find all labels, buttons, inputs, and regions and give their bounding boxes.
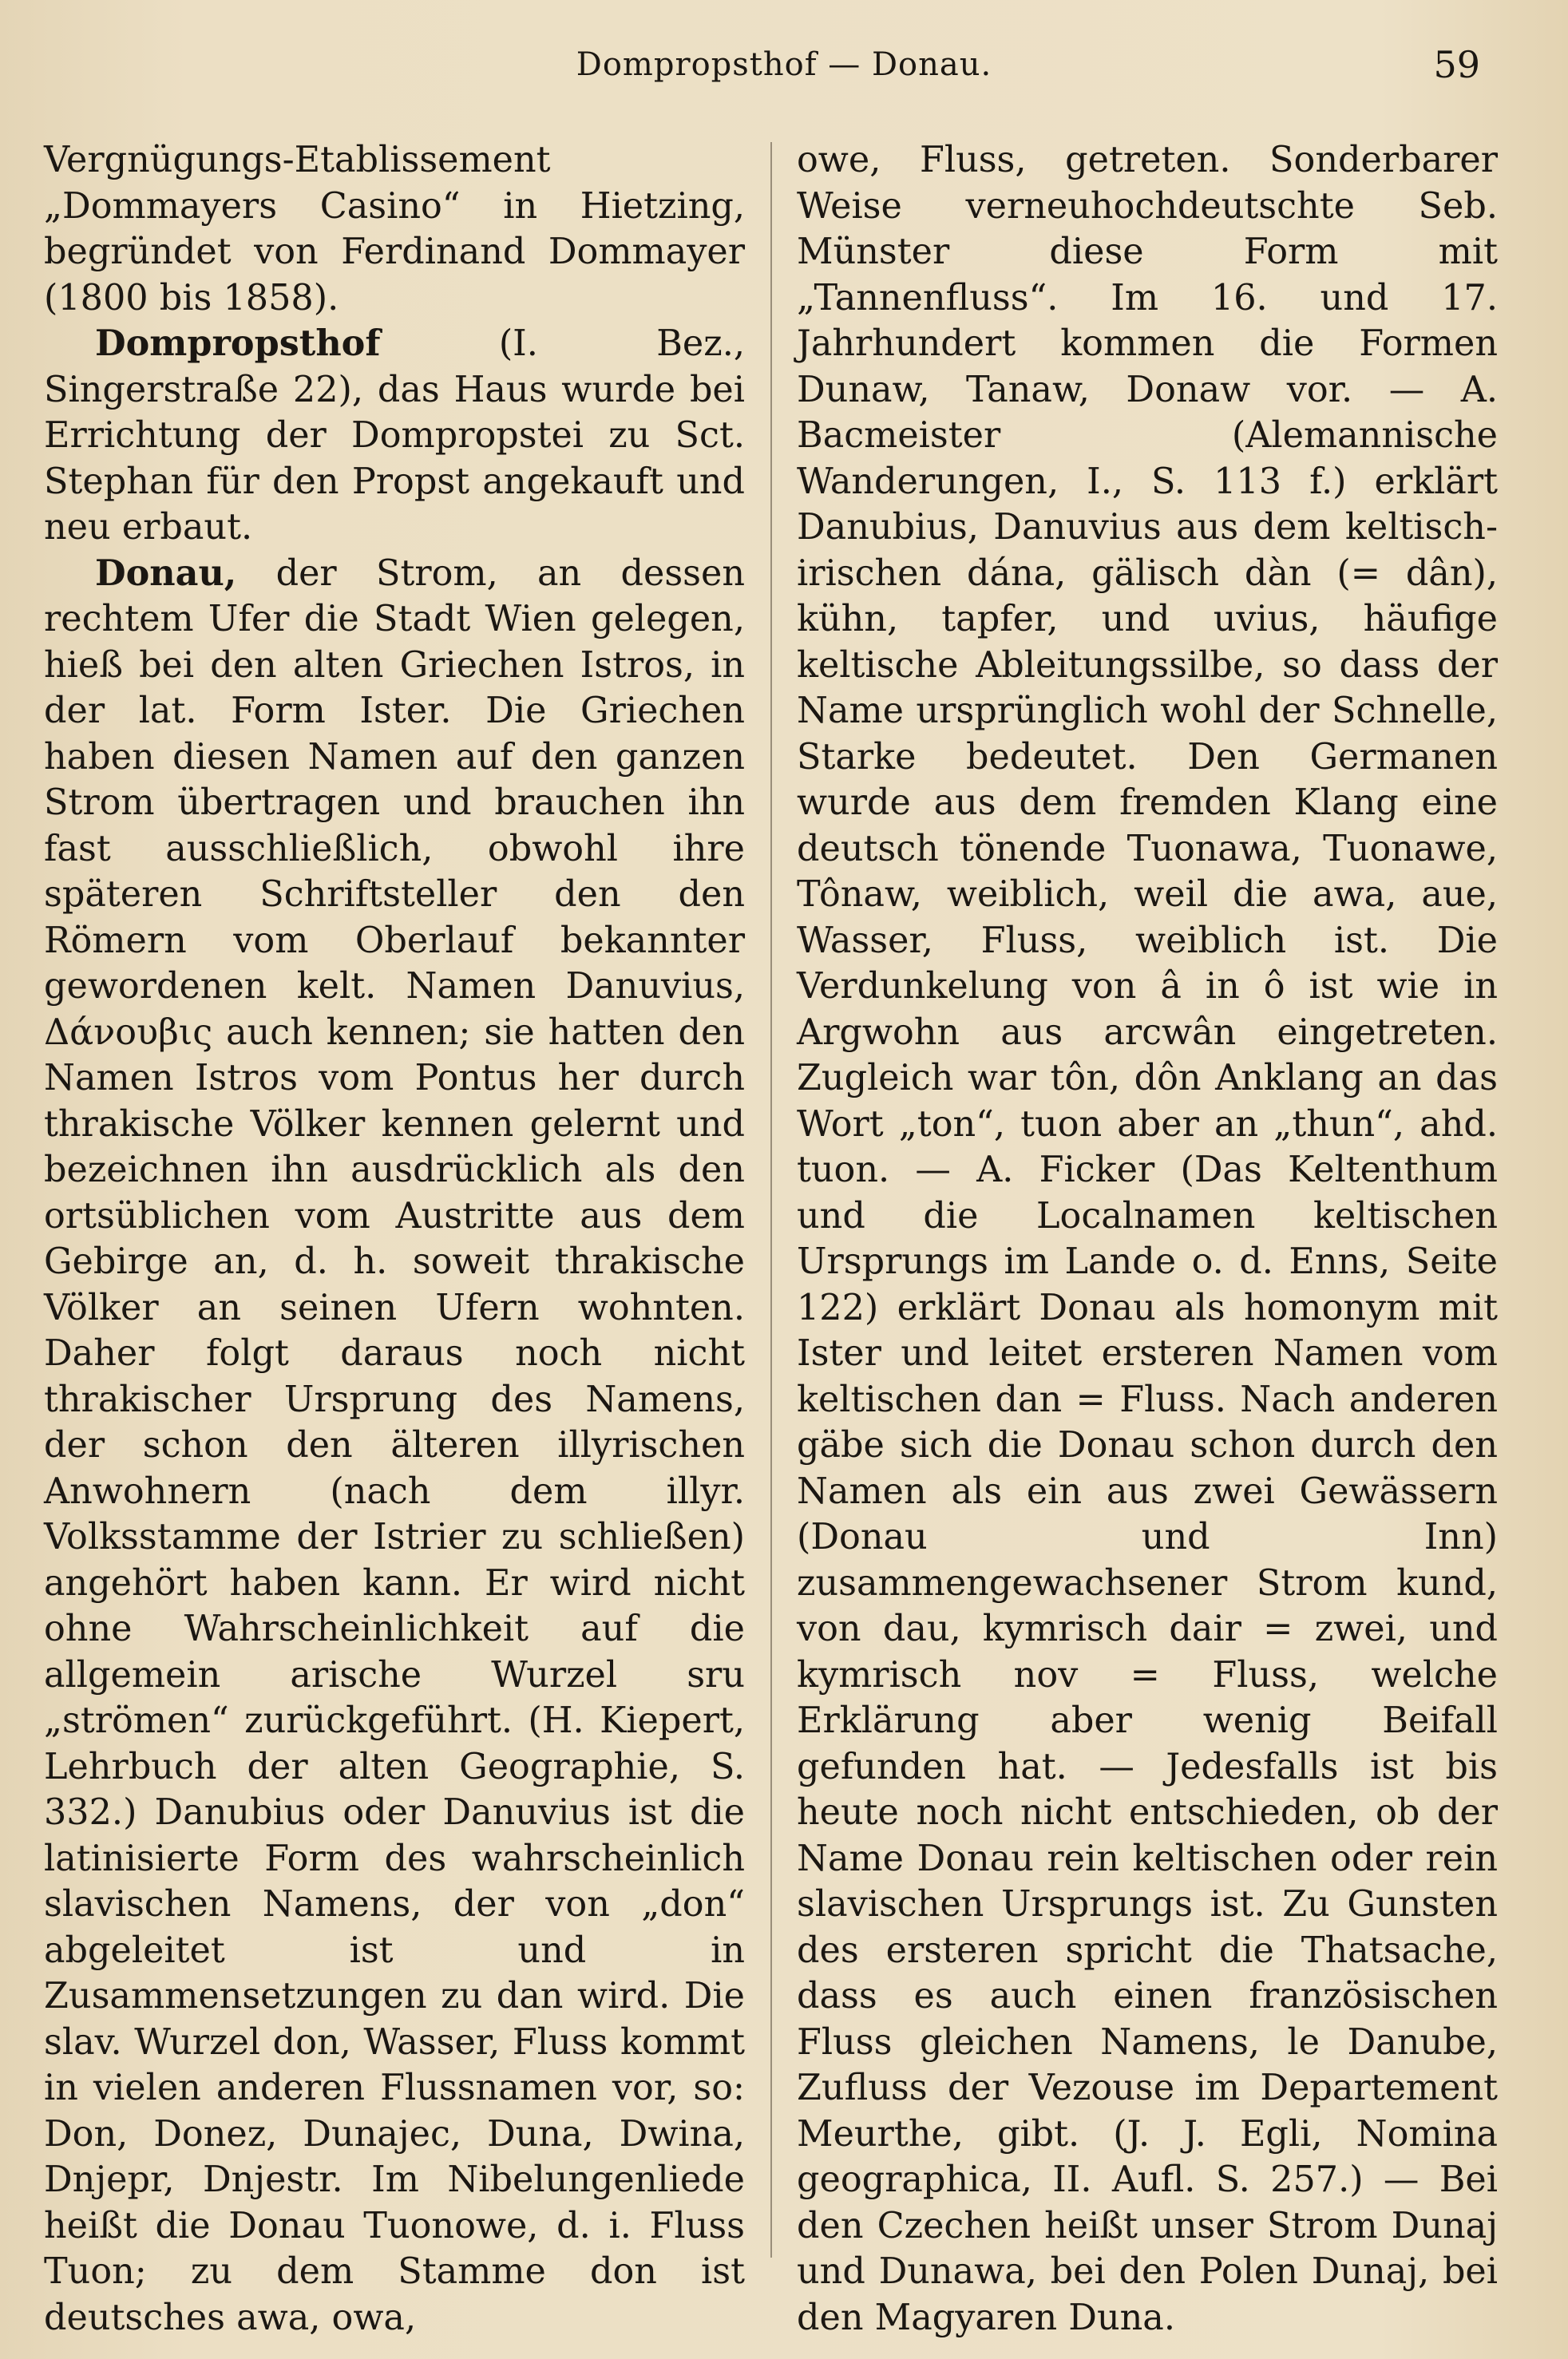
running-head: Dompropsthof — Donau.: [576, 46, 992, 83]
entry-donau: [44, 551, 745, 2341]
column-divider: [770, 142, 772, 2258]
entry-continuation: Vergnügungs-Etablissement „Dommayers Casino“ in Hietzing, begründet von Ferdinand Dommayer (1800 bis 1858).: [44, 140, 745, 319]
entry-body: der Strom, an dessen rechtem Ufer die Stadt Wien gelegen, hieß bei den alten Griechen Istros, in der lat. Form Ister. Die Griechen haben diesen Namen auf den ganzen Strom übertragen und brauchen ihn fast ausschließlich, obwohl ihre späteren Schriftsteller den den Römern vom Oberlauf bekannter gewordenen kelt. Namen Danuvius, Δάνουβις auch kennen; sie hatten den Namen Istros vom Pontus her durch thrakische Völker kennen gelernt und bezeichnen ihn ausdrücklich als den ortsüblichen vom Austritte aus dem Gebirge an, d. h. soweit thrakische Völker an seinen Ufern wohnten. Daher folgt daraus noch nicht thrakischer Ursprung des Namens, der schon den älteren illyrischen Anwohnern (nach dem illyr. Volksstamme der Istrier zu schließen) angehört haben kann. Er wird nicht ohne Wahrscheinlichkeit auf die allgemein arische Wurzel sru „strömen“ zurückgeführt. (H. Kiepert, Lehrbuch der alten Geographie, S. 332.) Danubius oder Danuvius ist die latinisierte Form des wahrscheinlich slavischen Namens, der von „don“ abgeleitet ist und in Zusammensetzungen zu dan wird. Die slav. Wurzel don, Wasser, Fluss kommt in vielen anderen Flussnamen vor, so: Don, Donez, Dunajec, Duna, Dwina, Dnjepr, Dnjestr. Im Nibelungenliede heißt die Donau Tuonowe, d. i. Fluss Tuon; zu dem Stamme don ist deutsches awa, owa,: [44, 552, 745, 2338]
page-number: 59: [1433, 43, 1480, 86]
page-header: [0, 40, 1568, 96]
left-column: [44, 137, 745, 2341]
right-column: [797, 137, 1498, 2341]
entry-body: (I. Bez., Singerstraße 22), das Haus wurde bei Errichtung der Dompropstei zu Sct. Stephan für den Propst angekauft und neu erbaut.: [44, 323, 745, 548]
entry-headword: Donau,: [95, 552, 237, 594]
entry-dompropsthof: [44, 321, 745, 551]
entry-headword: Dompropsthof: [95, 323, 381, 364]
entry-donau-continued: owe, Fluss, getreten. Sonderbarer Weise verneuhochdeutschte Seb. Münster diese Form mit „Tannenfluss“. Im 16. und 17. Jahrhundert kommen die Formen Dunaw, Tanaw, Donaw vor. — A. Bacmeister (Alemannische Wanderungen, I., S. 113 f.) erklärt Danubius, Danuvius aus dem keltisch-irischen dána, gälisch dàn (= dân), kühn, tapfer, und uvius, häufige keltische Ableitungssilbe, so dass der Name ursprünglich wohl der Schnelle, Starke bedeutet. Den Germanen wurde aus dem fremden Klang eine deutsch tönende Tuonawa, Tuonawe, Tônaw, weiblich, weil die awa, aue, Wasser, Fluss, weiblich ist. Die Verdunkelung von â in ô ist wie in Argwohn aus arcwân eingetreten. Zugleich war tôn, dôn Anklang an das Wort „ton“, tuon aber an „thun“, ahd. tuon. — A. Ficker (Das Keltenthum und die Localnamen keltischen Ursprungs im Lande o. d. Enns, Seite 122) erklärt Donau als homonym mit Ister und leitet ersteren Namen vom keltischen dan = Fluss. Nach anderen gäbe sich die Donau schon durch den Namen als ein aus zwei Gewässern (Donau und Inn) zusammengewachsener Strom kund, von dau, kymrisch dair = zwei, und kymrisch nov = Fluss, welche Erklärung aber wenig Beifall gefunden hat. — Jedesfalls ist bis heute noch nicht entschieden, ob der Name Donau rein keltischen oder rein slavischen Ursprungs ist. Zu Gunsten des ersteren spricht die Thatsache, dass es auch einen französischen Fluss gleichen Namens, le Danube, Zufluss der Vezouse im Departement Meurthe, gibt. (J. J. Egli, Nomina geographica, II. Aufl. S. 257.) — Bei den Czechen heißt unser Strom Dunaj und Dunawa, bei den Polen Dunaj, bei den Magyaren Duna.: [797, 140, 1498, 2338]
